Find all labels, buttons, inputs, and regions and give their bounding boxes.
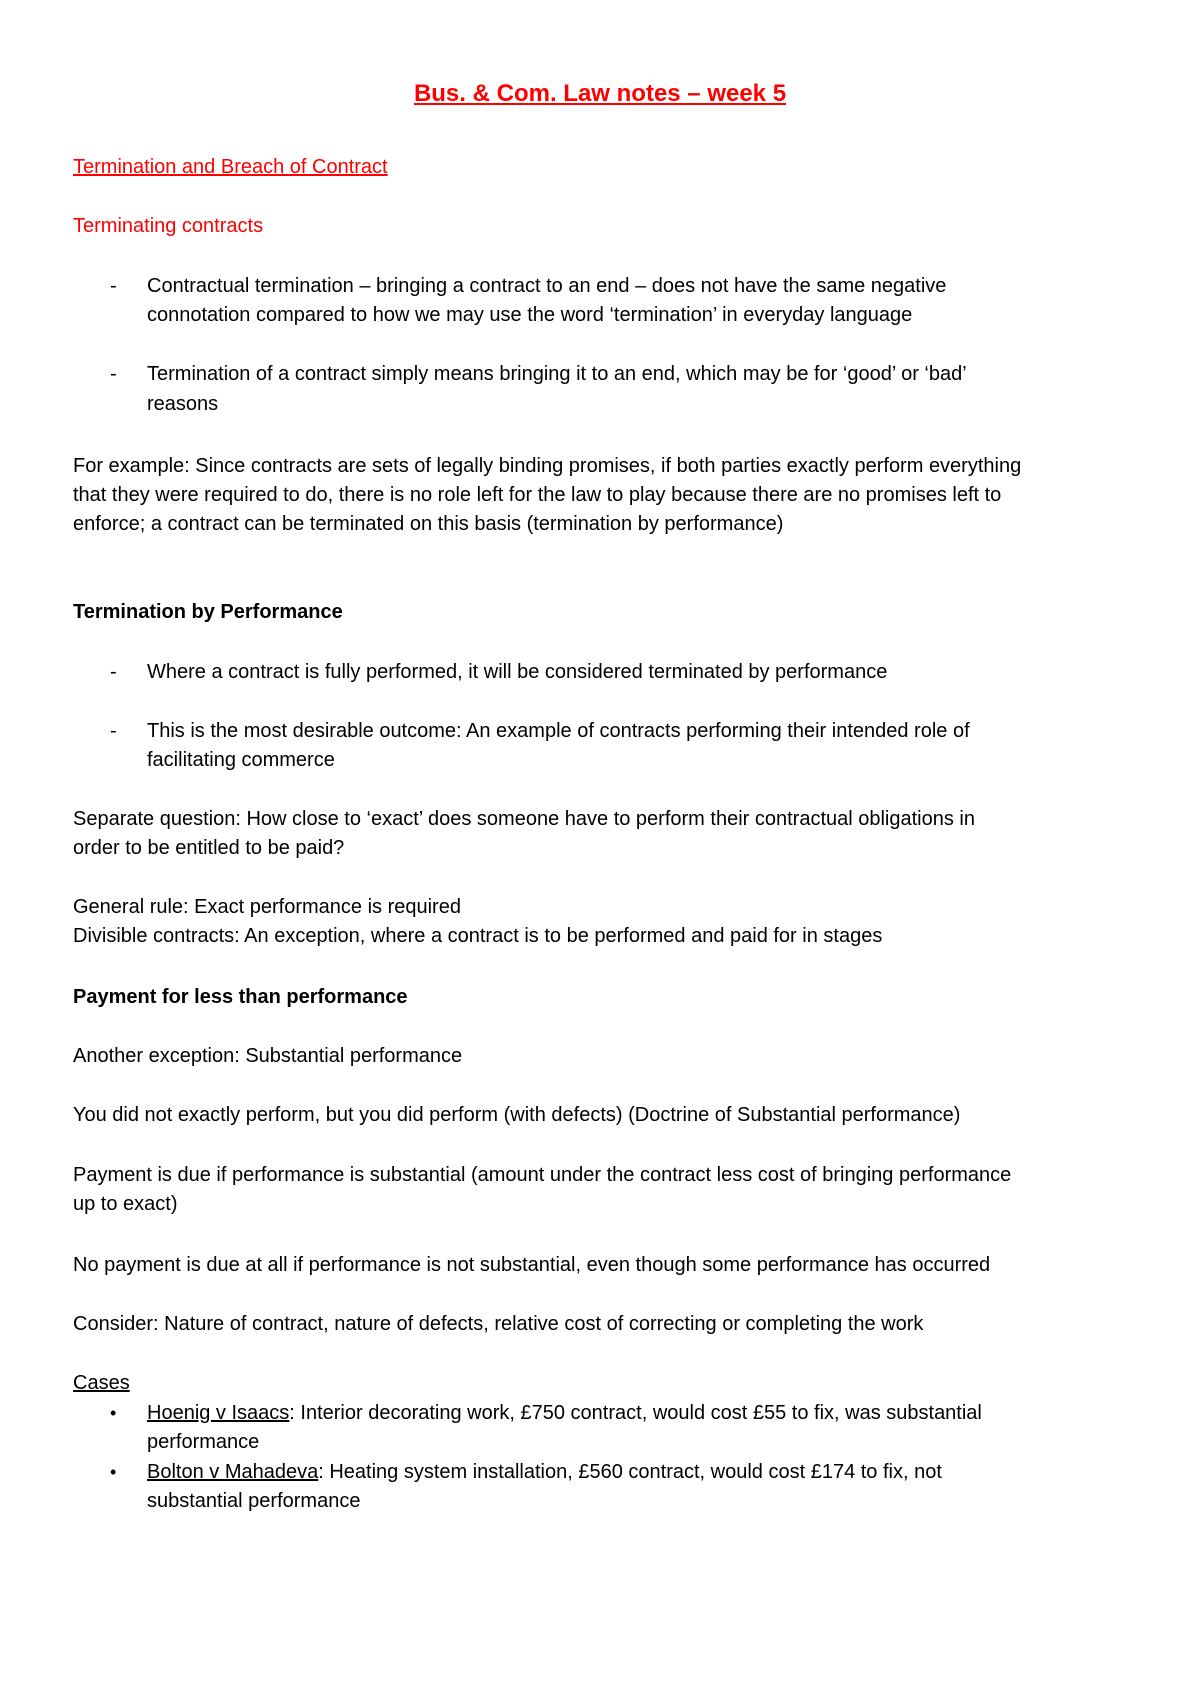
paragraph-line: Payment is due if performance is substantial (amount under the contract less cost of bringing performance <box>73 1164 1012 1186</box>
paragraph-line: up to exact) <box>73 1193 178 1215</box>
case-item <box>147 1399 982 1428</box>
list-item: Termination of a contract simply means bringing it to an end, which may be for ‘good’ or ‘bad’ <box>147 363 967 385</box>
case-description: : Interior decorating work, £750 contract, would cost £55 to fix, was substantial <box>289 1402 982 1424</box>
divisible-contracts: Divisible contracts: An exception, where a contract is to be performed and paid for in stages <box>73 925 883 947</box>
page-title: Bus. & Com. Law notes – week 5 <box>413 80 787 107</box>
list-item-continuation: connotation compared to how we may use the word ‘termination’ in everyday language <box>147 304 913 326</box>
case-description: : Heating system installation, £560 contract, would cost £174 to fix, not <box>318 1461 942 1483</box>
paragraph-line: You did not exactly perform, but you did perform (with defects) (Doctrine of Substantial performance) <box>73 1104 961 1126</box>
dot-bullet-icon: • <box>110 1462 117 1482</box>
paragraph-line: Separate question: How close to ‘exact’ does someone have to perform their contractual obligations in <box>73 808 975 830</box>
paragraph-line: order to be entitled to be paid? <box>73 837 345 859</box>
list-item: Where a contract is fully performed, it will be considered terminated by performance <box>147 661 888 683</box>
section-heading: Termination and Breach of Contract <box>73 156 388 178</box>
dash-bullet-icon: - <box>110 720 117 742</box>
paragraph-line: Another exception: Substantial performance <box>73 1045 463 1067</box>
list-item: Contractual termination – bringing a contract to an end – does not have the same negative <box>147 275 947 297</box>
list-item-continuation: facilitating commerce <box>147 749 335 771</box>
dash-bullet-icon: - <box>110 275 117 297</box>
case-name: Bolton v Mahadeva <box>147 1461 319 1483</box>
case-item-continuation: substantial performance <box>147 1490 361 1512</box>
paragraph-line: that they were required to do, there is no role left for the law to play because there are no promises left to <box>73 484 1002 506</box>
performance-heading: Termination by Performance <box>73 601 343 623</box>
payment-heading: Payment for less than performance <box>73 986 408 1008</box>
dash-bullet-icon: - <box>110 363 117 385</box>
paragraph-line: Consider: Nature of contract, nature of defects, relative cost of correcting or completing the work <box>73 1313 924 1335</box>
paragraph-line: For example: Since contracts are sets of legally binding promises, if both parties exactly perform everything <box>73 455 1022 477</box>
case-item <box>147 1458 942 1487</box>
general-rule: General rule: Exact performance is required <box>73 896 461 918</box>
list-item-continuation: reasons <box>147 393 219 415</box>
case-item-continuation: performance <box>147 1431 260 1453</box>
list-item: This is the most desirable outcome: An example of contracts performing their intended role of <box>147 720 970 742</box>
case-name: Hoenig v Isaacs <box>147 1402 290 1424</box>
sub-heading: Terminating contracts <box>73 215 264 237</box>
paragraph-line: enforce; a contract can be terminated on this basis (termination by performance) <box>73 513 784 535</box>
dash-bullet-icon: - <box>110 661 117 683</box>
dot-bullet-icon: • <box>110 1403 117 1423</box>
paragraph-line: No payment is due at all if performance is not substantial, even though some performance has occurred <box>73 1254 991 1276</box>
cases-heading: Cases <box>73 1372 130 1394</box>
